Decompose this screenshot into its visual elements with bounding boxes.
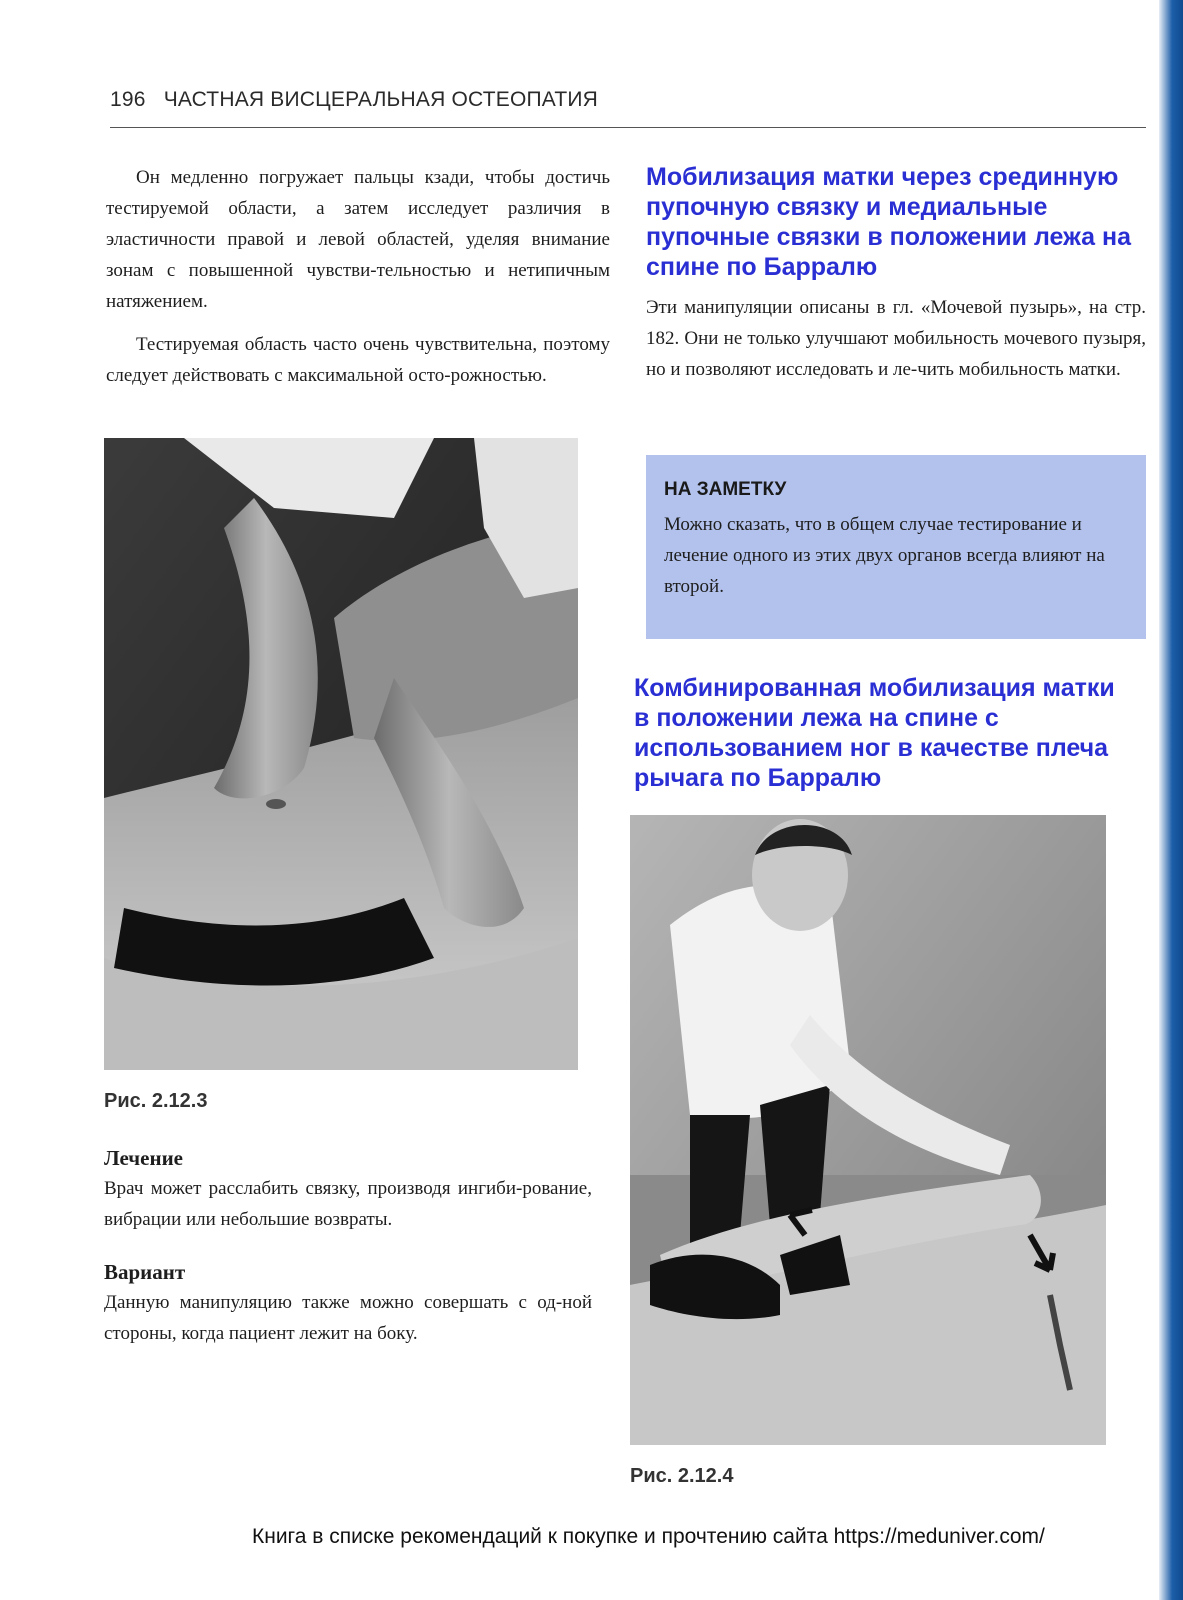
- abdominal-palpation-illustration: [104, 438, 578, 1070]
- note-title: НА ЗАМЕТКУ: [664, 479, 787, 500]
- section-heading-umbilical: Мобилизация матки через срединную пупочную связку и медиальные пупочные связки в положении лежа на спине по Барралю: [646, 163, 1131, 281]
- figure-caption-2-12-4: Рис. 2.12.4: [630, 1465, 734, 1487]
- right-paragraph-1: Эти манипуляции описаны в гл. «Мочевой пузырь», на стр. 182. Они не только улучшают мобильность мочевого пузыря, но и позволяют исследовать и ле-чить мобильность матки.: [646, 297, 1146, 380]
- treatment-section: [104, 1143, 592, 1349]
- figure-2-12-3-photo: [104, 438, 578, 1070]
- header-rule: [110, 127, 1146, 128]
- left-paragraph-2: Тестируемая область часто очень чувствительна, поэтому следует действовать с максимальной осто-рожностью.: [106, 334, 610, 386]
- right-column-text: [646, 162, 1146, 385]
- page-number: 196: [110, 88, 146, 111]
- left-column-text: [106, 162, 610, 391]
- figure-caption-2-12-3: Рис. 2.12.3: [104, 1090, 208, 1112]
- footer-recommendation: Книга в списке рекомендаций к покупке и прочтению сайта https://meduniver.com/: [252, 1525, 1045, 1548]
- treatment-title: Лечение: [104, 1146, 183, 1170]
- variant-text: Данную манипуляцию также можно совершать с од-ной стороны, когда пациент лежит на боку.: [104, 1292, 592, 1344]
- variant-title: Вариант: [104, 1260, 186, 1284]
- combined-mobilization-section: [634, 673, 1134, 793]
- figure-2-12-4-photo: [630, 815, 1106, 1445]
- section-heading-combined: Комбинированная мобилизация матки в положении лежа на спине с использованием ног в качестве плеча рычага по Барралю: [634, 674, 1115, 792]
- note-text: Можно сказать, что в общем случае тестирование и лечение одного из этих двух органов всегда влияют на второй.: [664, 514, 1105, 597]
- treatment-text: Врач может расслабить связку, производя ингиби-рование, вибрации или небольшие возвраты.: [104, 1178, 592, 1230]
- running-title: ЧАСТНАЯ ВИСЦЕРАЛЬНАЯ ОСТЕОПАТИЯ: [163, 88, 599, 111]
- page-edge-band: [1159, 0, 1183, 1600]
- leg-lever-mobilization-illustration: [630, 815, 1106, 1445]
- running-head: [110, 88, 1146, 112]
- note-box: [646, 455, 1146, 639]
- left-paragraph-1: Он медленно погружает пальцы кзади, чтобы достичь тестируемой области, а затем исследует различия в эластичности правой и левой областей, уделяя внимание зонам с повышенной чувстви-тельностью и нетипичным натяжением.: [106, 167, 610, 312]
